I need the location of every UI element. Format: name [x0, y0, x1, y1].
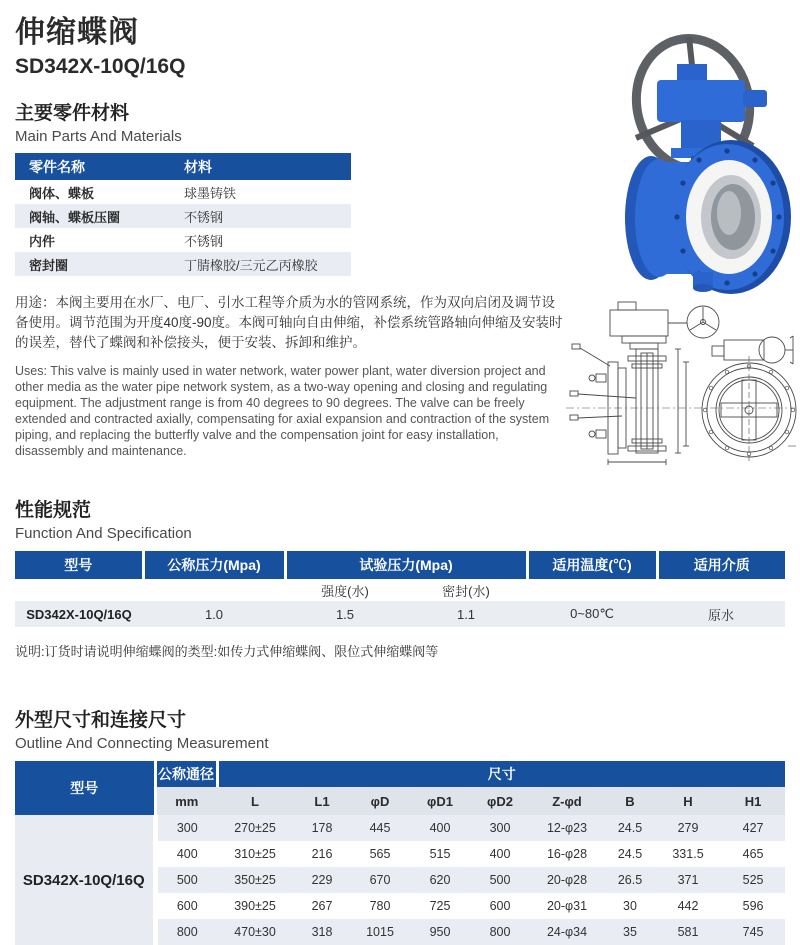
- table-cell: 442: [655, 893, 721, 919]
- table-cell: 331.5: [655, 841, 721, 867]
- table-cell: 596: [721, 893, 785, 919]
- table-cell: 800: [471, 919, 529, 945]
- table-row: [15, 815, 785, 841]
- column-header-model: 型号: [15, 551, 143, 579]
- column-header-L: L: [217, 787, 293, 815]
- table-cell: 279: [655, 815, 721, 841]
- table-cell: 400: [471, 841, 529, 867]
- table-cell: 16-φ28: [529, 841, 605, 867]
- table-cell: 725: [409, 893, 471, 919]
- table-cell: 600: [155, 893, 217, 919]
- table-cell: 780: [351, 893, 409, 919]
- table-cell: 球墨铸铁: [184, 185, 237, 201]
- table-row: [15, 228, 351, 252]
- materials-table: [15, 153, 351, 276]
- section-heading-spec: [15, 499, 785, 543]
- column-header-phiD2: φD2: [471, 787, 529, 815]
- technical-drawing: [552, 296, 797, 468]
- product-photo: [605, 20, 795, 296]
- table-cell: 阀轴、蝶板压圈: [15, 204, 170, 228]
- table-cell: 300: [471, 815, 529, 841]
- usage-paragraph-zh: 用途：本阀主要用在水厂、电厂、引水工程等介质为水的管网系统，作为双向启闭及调节设备使用。调节范围为开度40度-90度。本阀可轴向自由伸缩，补偿系统管路轴向伸缩及安装时的误差，替代了蝶阀和补偿接头，便于安装、拆卸和维护。: [15, 295, 563, 350]
- section-title-en: Main Parts And Materials: [15, 128, 182, 145]
- spec-strength: 1.5: [285, 601, 405, 627]
- table-cell: 24.5: [605, 815, 655, 841]
- column-header-H: H: [655, 787, 721, 815]
- table-cell: 950: [409, 919, 471, 945]
- table-cell: 20-φ28: [529, 867, 605, 893]
- table-cell: 581: [655, 919, 721, 945]
- table-cell: 270±25: [217, 815, 293, 841]
- column-header-material: 材料: [170, 153, 351, 180]
- dimensions-header-row: [15, 761, 785, 787]
- column-header-model: 型号: [15, 761, 155, 815]
- column-header-medium: 适用介质: [657, 551, 785, 579]
- order-note: 说明:订货时请说明伸缩蝶阀的类型:如传力式伸缩蝶阀、限位式伸缩蝶阀等: [15, 644, 439, 659]
- table-cell: 26.5: [605, 867, 655, 893]
- table-cell: 12-φ23: [529, 815, 605, 841]
- table-cell: 445: [351, 815, 409, 841]
- table-cell: 800: [155, 919, 217, 945]
- table-cell: 216: [293, 841, 351, 867]
- spec-model: SD342X-10Q/16Q: [15, 601, 143, 627]
- butterfly-valve-photo-graphic: [605, 20, 795, 296]
- table-cell: 密封圈: [15, 252, 170, 276]
- usage-paragraph-en: Uses: This valve is mainly used in water network, water power plant, water diversion project and other media as the water pipe network system, as a two-way opening and closing and regulating equipment. The adjustment range is from 40 degrees to 90 degrees. The valve can be freely extended and contracted axially, compensating for axial expansion and contraction of the system piping, and replacing the butterfly valve and the compensation joint for easy installation, disassembly and maintenance.: [15, 364, 550, 458]
- column-header-dn: 公称通径: [155, 761, 217, 787]
- table-cell: 267: [293, 893, 351, 919]
- spec-seal: 1.1: [405, 601, 527, 627]
- column-header-H1: H1: [721, 787, 785, 815]
- table-cell: 400: [409, 815, 471, 841]
- column-header-Zphid: Z-φd: [529, 787, 605, 815]
- table-cell: 350±25: [217, 867, 293, 893]
- spec-temperature: 0~80℃: [527, 601, 657, 627]
- table-cell: 400: [155, 841, 217, 867]
- column-header-mm: mm: [155, 787, 217, 815]
- column-header-phiD: φD: [351, 787, 409, 815]
- table-cell: 565: [351, 841, 409, 867]
- column-header-part: 零件名称: [15, 153, 170, 180]
- table-cell: 24.5: [605, 841, 655, 867]
- table-cell: 318: [293, 919, 351, 945]
- table-cell: 500: [471, 867, 529, 893]
- table-cell: 310±25: [217, 841, 293, 867]
- column-header-phiD1: φD1: [409, 787, 471, 815]
- subheader-seal: 密封(水): [405, 579, 527, 601]
- table-cell: 427: [721, 815, 785, 841]
- table-cell: 35: [605, 919, 655, 945]
- section-title-zh: 主要零件材料: [15, 103, 130, 124]
- spec-table: [15, 551, 785, 627]
- materials-header-row: [15, 153, 351, 180]
- section-title-en: Function And Specification: [15, 525, 192, 542]
- model-subtitle: SD342X-10Q/16Q: [15, 55, 186, 78]
- spec-header-row: [15, 551, 785, 579]
- table-cell: 390±25: [217, 893, 293, 919]
- section-title-zh: 性能规范: [15, 500, 92, 521]
- section-heading-dimensions: [15, 709, 785, 753]
- table-row: [15, 180, 351, 204]
- table-cell: 阀体、蝶板: [29, 185, 95, 201]
- dimensions-table: [15, 761, 785, 945]
- table-cell: 24-φ34: [529, 919, 605, 945]
- table-cell: 600: [471, 893, 529, 919]
- table-cell: 620: [409, 867, 471, 893]
- table-cell: 1015: [351, 919, 409, 945]
- section-title-zh: 外型尺寸和连接尺寸: [15, 710, 187, 731]
- page-title: 伸缩蝶阀: [15, 16, 139, 49]
- column-header-temperature: 适用温度(℃): [527, 551, 657, 579]
- column-header-nominal-pressure: 公称压力(Mpa): [143, 551, 285, 579]
- table-row: [15, 252, 351, 276]
- table-cell: 470±30: [217, 919, 293, 945]
- column-header-L1: L1: [293, 787, 351, 815]
- section-title-en: Outline And Connecting Measurement: [15, 735, 269, 752]
- table-cell: 丁腈橡胶/三元乙丙橡胶: [170, 252, 351, 276]
- subheader-strength: 强度(水): [285, 579, 405, 601]
- valve-dimension-drawing-graphic: [552, 296, 797, 468]
- table-cell: 30: [605, 893, 655, 919]
- table-cell: 500: [155, 867, 217, 893]
- spec-subheader-row: [15, 579, 785, 601]
- table-cell: 20-φ31: [529, 893, 605, 919]
- table-cell: 670: [351, 867, 409, 893]
- table-cell: 465: [721, 841, 785, 867]
- table-cell: 不锈钢: [170, 204, 351, 228]
- table-cell: 229: [293, 867, 351, 893]
- spec-nominal-pressure: 1.0: [143, 601, 285, 627]
- spec-data-row: [15, 601, 785, 627]
- table-cell: 178: [293, 815, 351, 841]
- spec-medium: 原水: [657, 601, 785, 627]
- table-cell: 不锈钢: [184, 233, 224, 249]
- column-header-B: B: [605, 787, 655, 815]
- table-cell: 371: [655, 867, 721, 893]
- table-cell: 300: [155, 815, 217, 841]
- table-cell: 745: [721, 919, 785, 945]
- model-cell: SD342X-10Q/16Q: [15, 815, 155, 945]
- column-header-test-pressure: 试验压力(Mpa): [285, 551, 527, 579]
- table-row: [15, 204, 351, 228]
- table-cell: 内件: [29, 233, 56, 249]
- table-cell: 525: [721, 867, 785, 893]
- column-header-size: 尺寸: [217, 761, 785, 787]
- table-cell: 515: [409, 841, 471, 867]
